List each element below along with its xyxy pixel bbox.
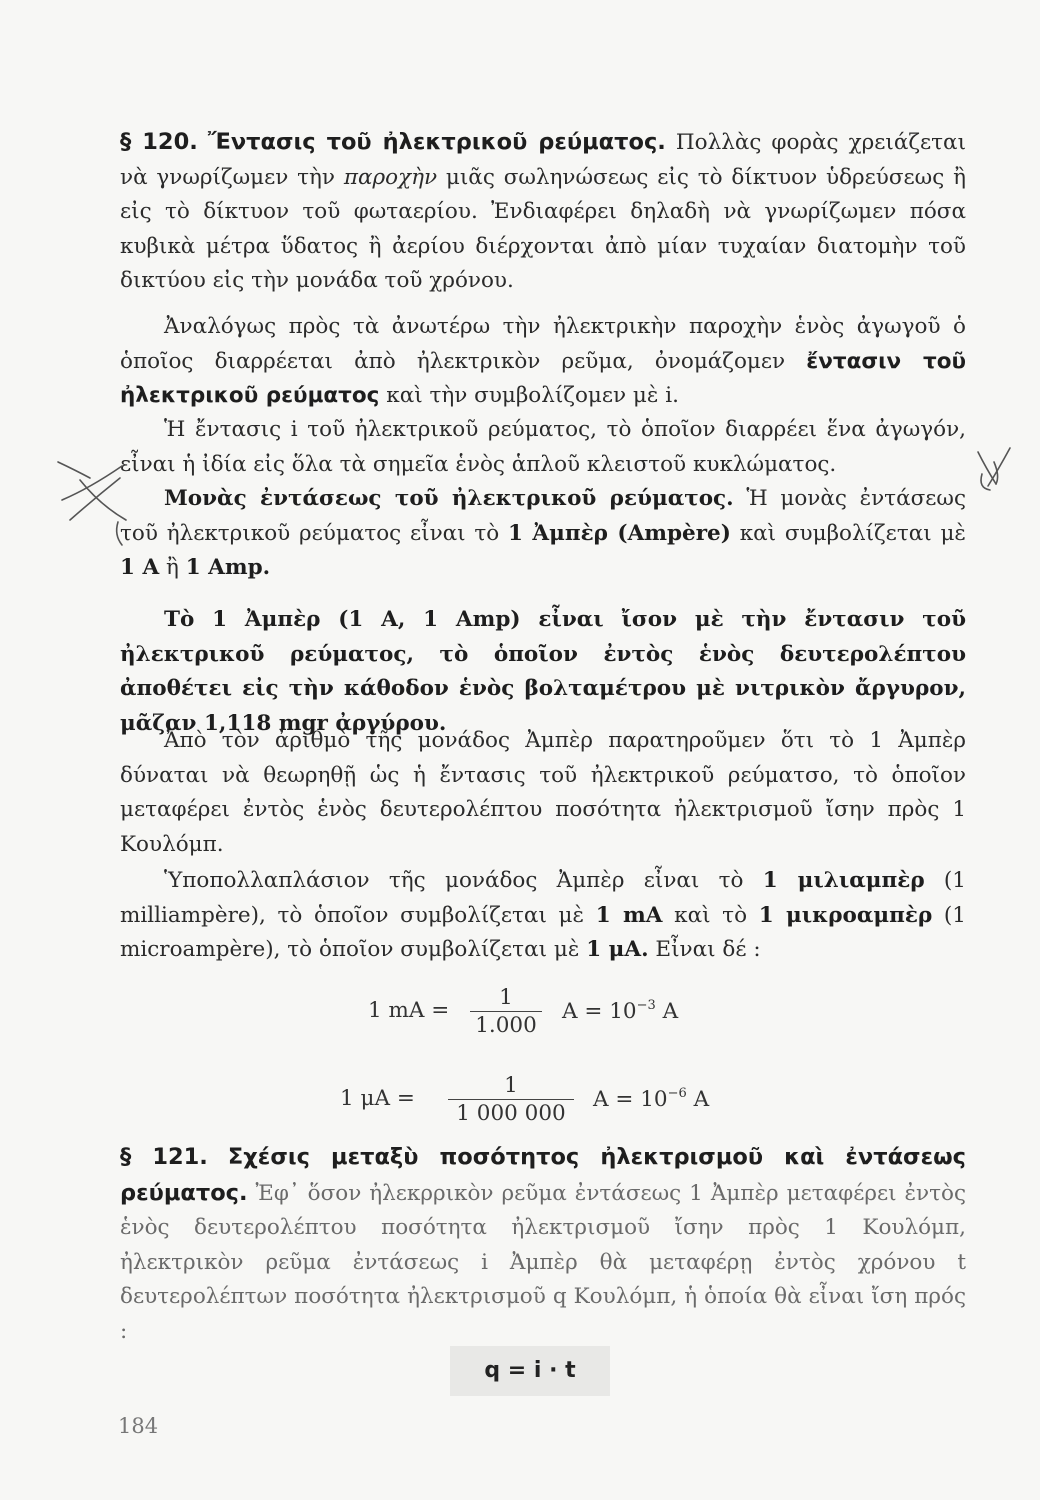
unit-name: 1 Ἀμπὲρ (Ampère)	[508, 520, 731, 546]
subheading: Μονὰς ἐντάσεως τοῦ ἠλεκτρικοῦ ρεύματος.	[164, 486, 734, 511]
unit: A	[662, 999, 679, 1024]
unit-symbol: 1 A	[120, 555, 160, 580]
paragraph-text: καὶ τὴν συμβολίζομεν μὲ i.	[386, 383, 679, 408]
paragraph-text: Πολλὰς φορὰς χρειάζεται νὰ γνωρίζωμεν τὴν	[120, 130, 967, 190]
paragraph-text: Ἡ ἔντασις i τοῦ ἠλεκτρικοῦ ρεύματος, τὸ ὁποῖον διαρρέει ἕνα ἀγωγόν, εἶναι ἡ ἰδία εἰς ὅλα τὰ σημεῖα ἑνὸς ἁπλοῦ κλειστοῦ κυκλώματος.	[120, 417, 966, 477]
section-number: § 121.	[120, 1144, 208, 1170]
paragraph-text: (1 milliampère), τὸ ὁποῖον συμβολίζεται μὲ	[120, 868, 966, 928]
paragraph-text: καὶ τὸ	[674, 902, 748, 928]
section-number: § 120.	[120, 129, 198, 155]
unit-name: 1 μιλιαμπὲρ	[762, 868, 925, 893]
paragraph-text: Εἶναι δέ :	[655, 937, 761, 962]
paragraph-text: ἢ	[165, 555, 179, 580]
rhs-base: A = 10	[562, 999, 637, 1024]
pencil-stroke	[981, 474, 990, 490]
unit-name: 1 μικροαμπὲρ	[758, 902, 933, 928]
paragraph-text: Ἡ μονὰς ἐντάσεως τοῦ ἠλεκτρικοῦ ρεύματος εἶναι τὸ	[120, 486, 966, 546]
fraction-numerator: 1	[499, 985, 513, 1010]
section-heading: Σχέσις μεταξὺ ποσότητος ἠλεκτρισμοῦ καὶ ἐντάσεως ρεύματος.	[120, 1144, 966, 1206]
pencil-stroke	[80, 480, 126, 520]
definition-text: Τὸ 1 Ἀμπὲρ (1 A, 1 Amp) εἶναι ἴσον μὲ τὴν ἔντασιν τοῦ ἠλεκτρικοῦ ρεύματος, τὸ ὁποῖον ἐντὸς ἑνὸς δευτερολέπτου ἀποθέτει εἰς τὴν κάθοδον ἑνὸς βολταμέτρου μὲ νιτρικὸν ἄργυρον, μᾶζαν 1,118 mgr ἀργύρου.	[120, 607, 966, 736]
italic-term: παροχὴν	[343, 164, 438, 190]
paragraph-text: μιᾶς σωληνώσεως εἰς τὸ δίκτυον ὑδρεύσεως ἢ εἰς τὸ δίκτυον τοῦ φωταερίου. Ἐνδιαφέρει δηλαδὴ νὰ γνωρίζωμεν πόσα κυβικὰ μέτρα ὕδατος ἢ ἀερίου διέρχονται ἀπὸ μίαν τυχαίαν διατομὴν τοῦ δικτύου εἰς τὴν μονάδα τοῦ χρόνου.	[120, 164, 966, 293]
paragraph-text: Ὑποπολλαπλάσιον τῆς μονάδος Ἀμπὲρ εἶναι τὸ	[164, 868, 744, 893]
paragraph-text: (1 microampère), τὸ ὁποῖον συμβολίζεται μὲ	[120, 902, 966, 962]
unit: A	[693, 1087, 710, 1112]
pencil-stroke	[988, 448, 1010, 486]
formula: q = i · t	[484, 1358, 576, 1383]
rhs-base: A = 10	[593, 1087, 668, 1112]
fraction-denominator: 1.000	[475, 1013, 537, 1038]
pencil-stroke	[58, 462, 90, 478]
paragraph-text: καὶ συμβολίζεται μὲ	[739, 520, 966, 546]
paragraph-text: Ἐφ᾽ ὅσον ἠλεκρρικὸν ρεῦμα ἐντάσεως 1 Ἀμπὲρ μεταφέρει ἐντὸς ἑνὸς δευτερολέπτου ποσότητα ἠλεκτρισμοῦ ἴσην πρὸς 1 Κουλόμπ, ἠλεκτρικὸν ρεῦμα ἐντάσεως i Ἀμπὲρ θὰ μεταφέρῃ ἐντὸς χρόνου t δευτερολέπτων ποσότητα ἠλεκτρισμοῦ q Κουλόμπ, ἡ ὁποία θὰ εἶναι ἴση πρός :	[120, 1180, 966, 1344]
page-number: 184	[118, 1414, 159, 1438]
unit-symbol: 1 Amp.	[185, 555, 271, 580]
exponent: −3	[636, 998, 656, 1013]
section-heading: Ἔντασις τοῦ ἠλεκτρικοῦ ρεύματος.	[207, 129, 666, 155]
fraction-denominator: 1 000 000	[456, 1101, 566, 1126]
equation-lhs: 1 μA =	[340, 1086, 415, 1111]
defined-term: ἔντασιν τοῦ ἠλεκτρικοῦ ρεύματος	[120, 348, 966, 408]
unit-symbol: 1 μA.	[586, 937, 649, 962]
exponent: −6	[667, 1086, 687, 1101]
pencil-stroke	[70, 478, 120, 520]
paragraph-text: Ἀναλόγως πρὸς τὰ ἀνωτέρω τὴν ἠλεκτρικὴν παροχὴν ἑνὸς ἀγωγοῦ ὁ ὁποῖος διαρρέεται ἀπὸ ἠλεκτρικὸν ρεῦμα, ὀνομάζομεν	[120, 314, 966, 374]
unit-symbol: 1 mA	[595, 902, 663, 928]
paragraph-text: Ἀπὸ τὸν ἀριθμὸ τῆς μονάδος Ἀμπὲρ παρατηροῦμεν ὅτι τὸ 1 Ἀμπὲρ δύναται νὰ θεωρηθῇ ὡς ἡ ἔντασις τοῦ ἠλεκτρικοῦ ρεύματσο, τὸ ὁποῖον μεταφέρει ἐντὸς ἑνὸς δευτερολέπτου ποσότητα ἠλεκτρισμοῦ ἴσην πρὸς 1 Κουλόμπ.	[120, 728, 966, 857]
pencil-stroke	[117, 522, 122, 545]
fraction-numerator: 1	[504, 1073, 518, 1098]
equation-lhs: 1 mA =	[368, 998, 450, 1023]
